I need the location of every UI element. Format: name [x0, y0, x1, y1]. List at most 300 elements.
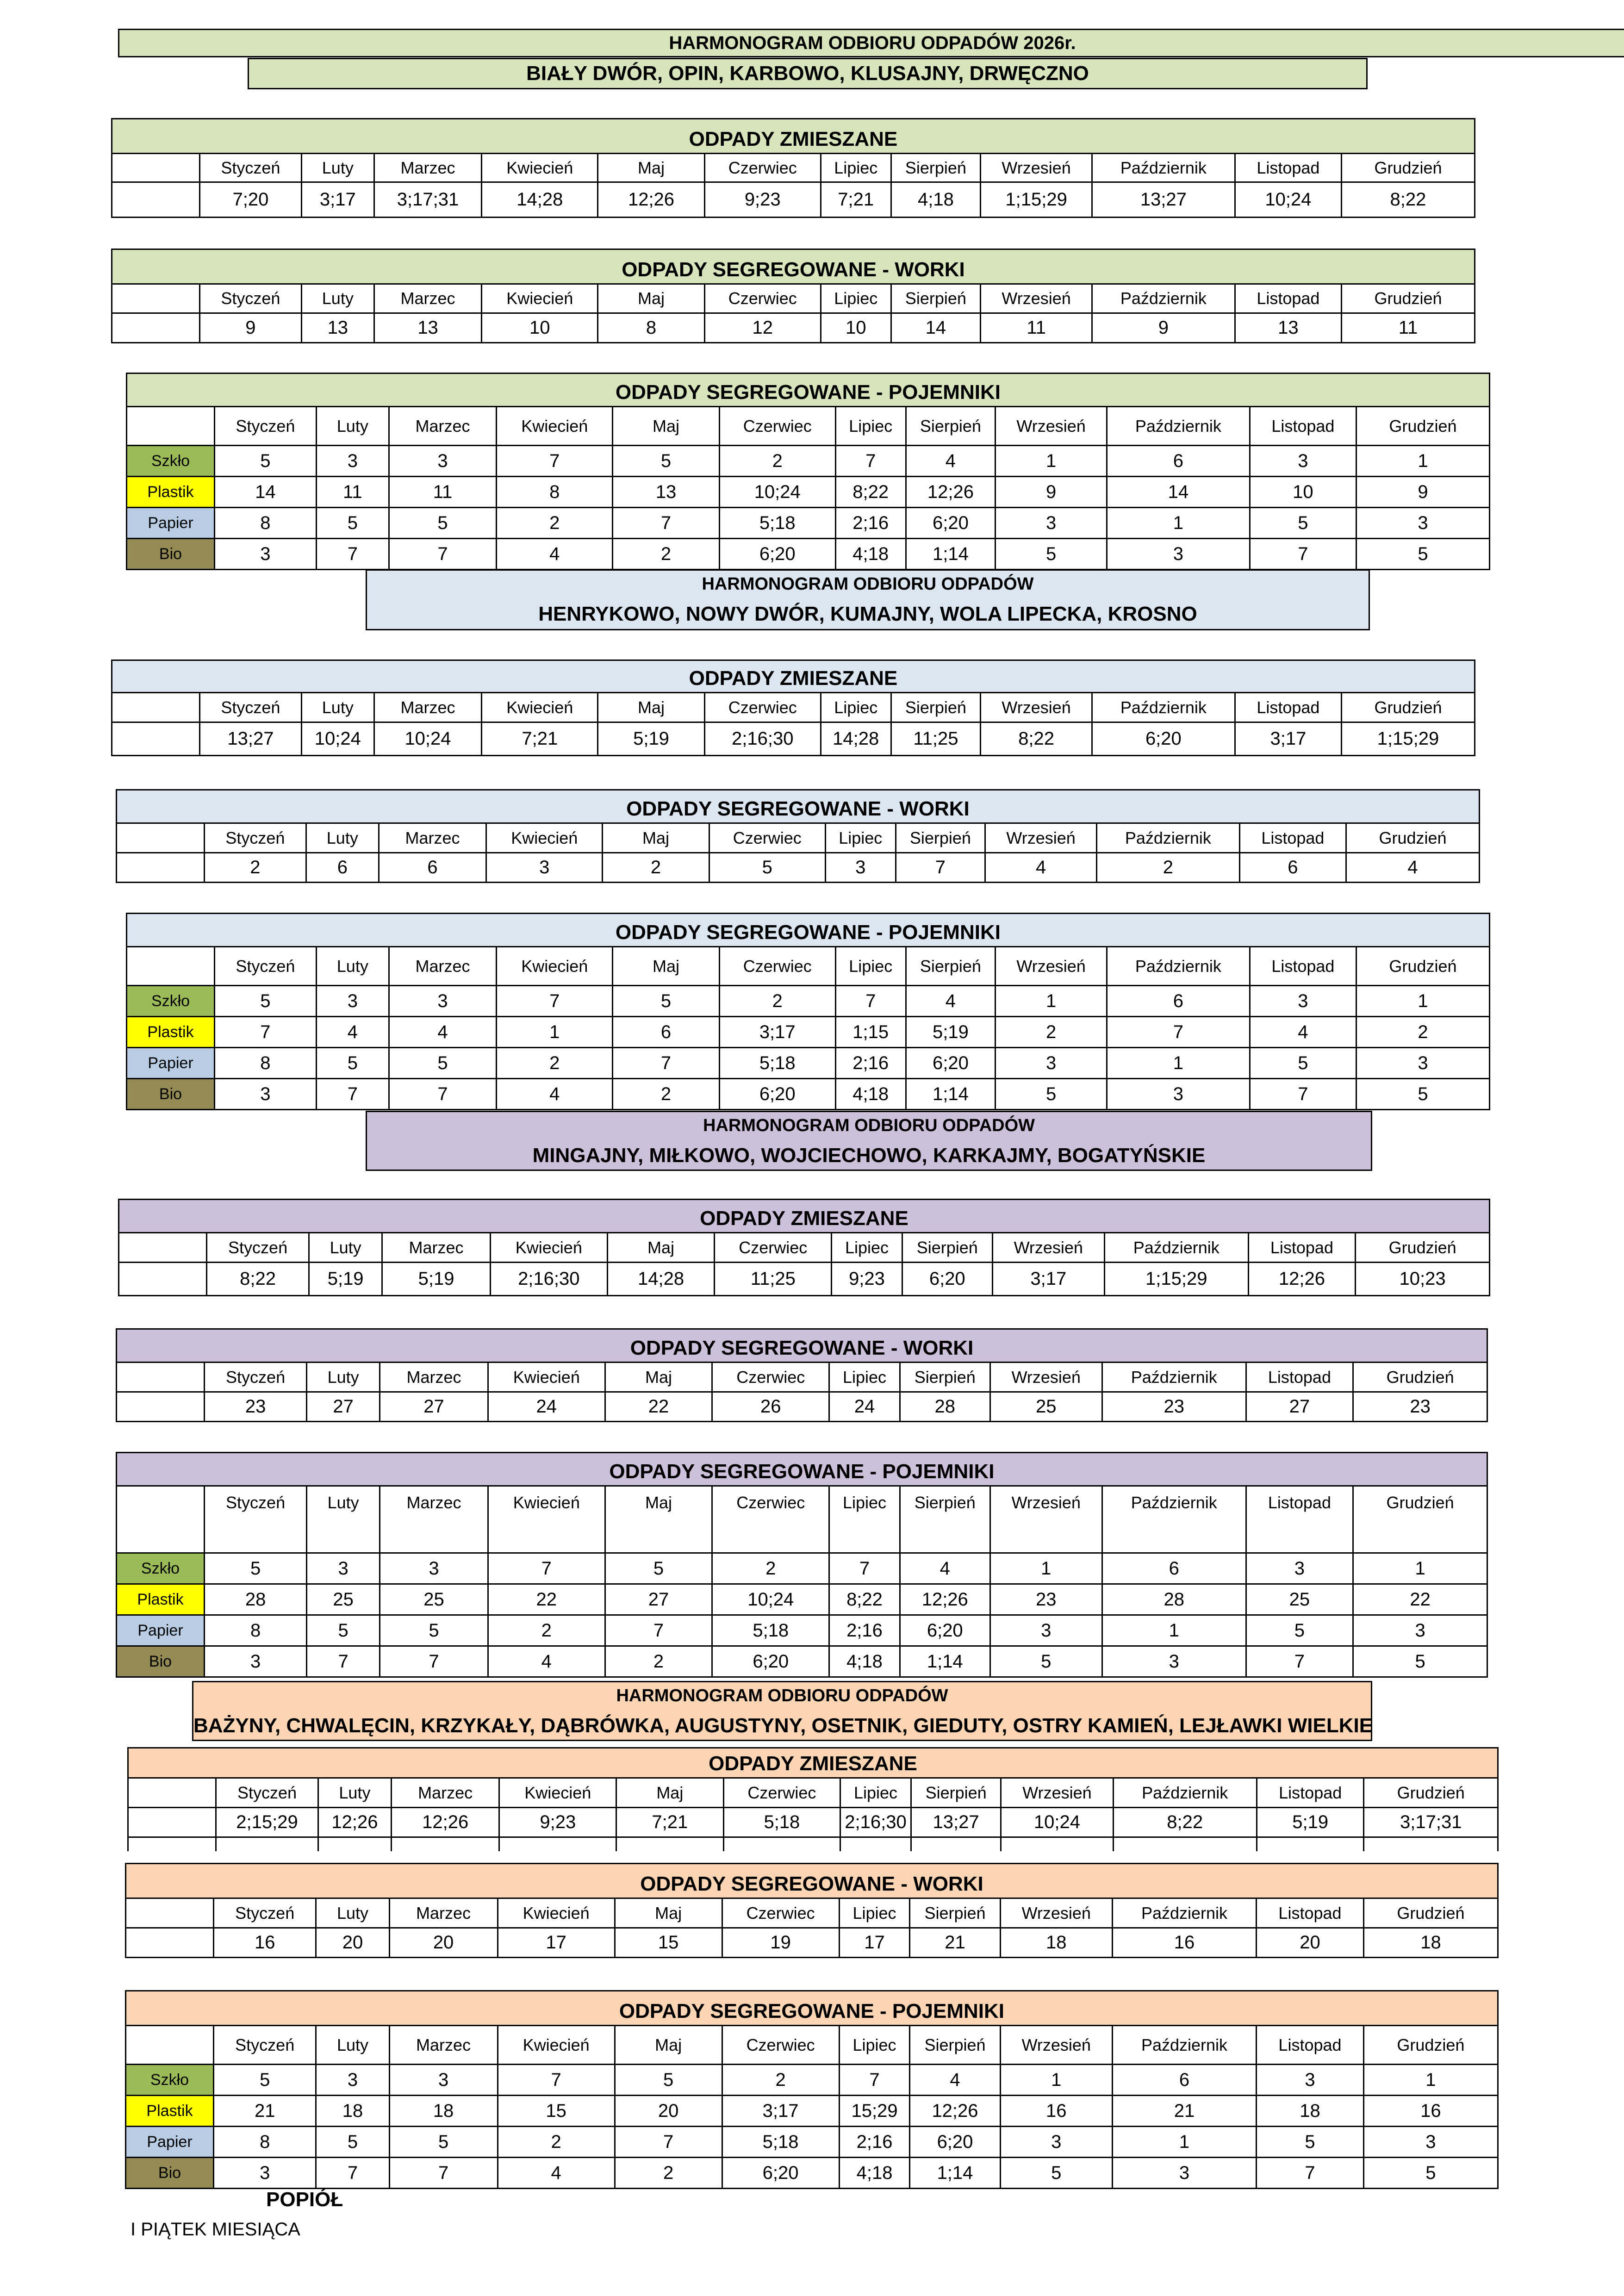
table-title: ODPADY SEGREGOWANE - POJEMNIKI	[126, 1991, 1498, 2026]
row-label-szklo: Szkło	[127, 986, 215, 1017]
area-title: BIAŁY DWÓR, OPIN, KARBOWO, KLUSAJNY, DRWĘCZNO	[248, 58, 1368, 89]
pickup-date: 2	[498, 2127, 615, 2158]
month-header: Październik	[1113, 1898, 1257, 1928]
row-label-empty	[117, 1363, 205, 1392]
pickup-date: 7	[389, 1079, 496, 1110]
pickup-date: 2;16;30	[704, 722, 821, 756]
month-header: Maj	[598, 693, 704, 722]
month-header: Kwiecień	[482, 693, 598, 722]
month-header: Czerwiec	[719, 947, 835, 986]
pickup-date: 5	[1257, 2127, 1364, 2158]
pickup-date: 6	[1113, 2065, 1257, 2096]
pickup-date: 1	[990, 1553, 1102, 1584]
pickup-date: 4	[497, 1079, 613, 1110]
pickup-date: 12;26	[910, 2096, 1000, 2127]
pickup-date: 1;15;29	[1104, 1263, 1248, 1296]
pickup-date: 6	[379, 853, 486, 883]
row-label-empty	[112, 722, 200, 756]
row-label-papier: Papier	[127, 1048, 215, 1079]
pickup-date: 13	[613, 477, 719, 508]
pickup-date: 8;22	[835, 477, 906, 508]
pickup-date: 4	[906, 446, 996, 477]
month-header: Kwiecień	[497, 947, 613, 986]
pickup-date: 5	[1250, 1048, 1356, 1079]
pickup-date: 13;27	[200, 722, 302, 756]
row-label-empty	[112, 313, 200, 343]
month-header: Październik	[1102, 1363, 1246, 1392]
pickup-date: 12;26	[598, 182, 704, 218]
pickup-date: 16	[214, 1928, 316, 1958]
month-header: Listopad	[1257, 1778, 1364, 1808]
pickup-date: 5;18	[722, 2127, 839, 2158]
month-header: Grudzień	[1342, 284, 1475, 313]
month-header: Październik	[1107, 407, 1250, 446]
pickup-date: 17	[839, 1928, 910, 1958]
pickup-date: 8;22	[1113, 1808, 1257, 1837]
month-header: Kwiecień	[482, 284, 598, 313]
pickup-date: 22	[488, 1584, 605, 1615]
table-title: ODPADY ZMIESZANE	[112, 660, 1475, 693]
pickup-date: 3;17	[992, 1263, 1104, 1296]
pickup-date: 8;22	[829, 1584, 900, 1615]
pickup-date: 8	[497, 477, 613, 508]
table-title: ODPADY SEGREGOWANE - POJEMNIKI	[127, 914, 1490, 947]
row-label-empty	[128, 1778, 216, 1808]
pickup-date: 19	[722, 1928, 839, 1958]
pickup-date: 3	[1356, 1048, 1490, 1079]
pickup-date: 3	[1102, 1646, 1246, 1677]
pickup-date: 7	[215, 1017, 317, 1048]
pickup-date: 2	[205, 853, 306, 883]
pickup-date: 7	[829, 1553, 900, 1584]
pickup-date: 10;24	[301, 722, 374, 756]
month-header: Maj	[613, 947, 719, 986]
pickup-date: 3	[316, 446, 389, 477]
row-label-empty	[127, 947, 215, 986]
month-header: Styczeń	[205, 1486, 307, 1553]
area-title: BAŻYNY, CHWALĘCIN, KRZYKAŁY, DĄBRÓWKA, AUGUSTYNY, OSETNIK, GIEDUTY, OSTRY KAMIEŃ, LEJŁAWKI WIELKIE	[193, 1714, 1373, 1737]
pickup-date: 4	[910, 2065, 1000, 2096]
month-header: Listopad	[1250, 947, 1356, 986]
pickup-date: 7	[316, 539, 389, 570]
month-header: Listopad	[1235, 154, 1341, 182]
pickup-date: 2	[603, 853, 709, 883]
pickup-date: 5;19	[598, 722, 704, 756]
month-header: Sierpień	[911, 1778, 1001, 1808]
schedule-label: HARMONOGRAM ODBIORU ODPADÓW	[616, 1686, 948, 1705]
month-header: Marzec	[389, 2026, 498, 2065]
month-header: Listopad	[1235, 693, 1341, 722]
pickup-date: 5	[996, 1079, 1107, 1110]
month-header: Lipiec	[839, 2026, 910, 2065]
pickup-date: 1	[1000, 2065, 1112, 2096]
pickup-date: 2;16	[829, 1615, 900, 1646]
pickup-date: 4;18	[891, 182, 981, 218]
pickup-date: 6;20	[722, 2158, 839, 2189]
month-header: Lipiec	[829, 1363, 900, 1392]
month-header: Czerwiec	[723, 1778, 840, 1808]
pickup-date: 25	[380, 1584, 488, 1615]
pickup-date: 6;20	[906, 1048, 996, 1079]
month-header: Styczeń	[216, 1778, 318, 1808]
empty-cell	[499, 1837, 616, 1851]
pickup-date: 7	[1250, 539, 1356, 570]
row-label-empty	[119, 1263, 207, 1296]
month-header: Wrzesień	[981, 154, 1092, 182]
pickup-date: 1;15;29	[981, 182, 1092, 218]
pickup-date: 23	[990, 1584, 1102, 1615]
pickup-date: 8;22	[981, 722, 1092, 756]
pickup-date: 1	[497, 1017, 613, 1048]
month-header: Maj	[615, 2026, 722, 2065]
table-title: ODPADY SEGREGOWANE - POJEMNIKI	[127, 373, 1490, 407]
pickup-date: 5	[1356, 1079, 1490, 1110]
month-header: Maj	[598, 154, 704, 182]
pickup-date: 5	[605, 1553, 712, 1584]
month-header: Wrzesień	[1000, 2026, 1112, 2065]
pickup-date: 1	[1356, 446, 1490, 477]
month-header: Sierpień	[900, 1486, 990, 1553]
month-header: Lipiec	[840, 1778, 911, 1808]
pickup-date: 2	[1096, 853, 1239, 883]
row-label-bio: Bio	[126, 2158, 214, 2189]
pickup-date: 1	[1107, 1048, 1250, 1079]
pickup-date: 13;27	[911, 1808, 1001, 1837]
month-header: Styczeń	[214, 2026, 316, 2065]
pickup-date: 7	[896, 853, 985, 883]
month-header: Sierpień	[906, 947, 996, 986]
month-header: Maj	[615, 1898, 722, 1928]
month-header: Luty	[301, 154, 374, 182]
month-header: Grudzień	[1346, 823, 1480, 853]
pickup-date: 8	[598, 313, 704, 343]
empty-cell	[840, 1837, 911, 1851]
table-title: ODPADY ZMIESZANE	[112, 119, 1475, 154]
table-title: ODPADY SEGREGOWANE - WORKI	[126, 1864, 1498, 1898]
pickup-date: 3	[215, 1079, 317, 1110]
month-header: Listopad	[1239, 823, 1346, 853]
month-header: Październik	[1113, 1778, 1257, 1808]
pickup-date: 5	[1363, 2158, 1498, 2189]
table-bags	[125, 1863, 1499, 1958]
month-header: Grudzień	[1353, 1363, 1487, 1392]
month-header: Czerwiec	[715, 1233, 832, 1263]
pickup-date: 3	[1246, 1553, 1353, 1584]
row-label-papier: Papier	[127, 508, 215, 539]
pickup-date: 2	[488, 1615, 605, 1646]
pickup-date: 6;20	[719, 1079, 835, 1110]
pickup-date: 5	[1000, 2158, 1112, 2189]
pickup-date: 2	[605, 1646, 712, 1677]
pickup-date: 1;14	[910, 2158, 1000, 2189]
pickup-date: 5	[316, 2127, 389, 2158]
pickup-date: 3	[996, 1048, 1107, 1079]
pickup-date: 5	[615, 2065, 722, 2096]
row-label-plastik: Plastik	[127, 477, 215, 508]
pickup-date: 3	[389, 446, 496, 477]
pickup-date: 3	[1250, 986, 1356, 1017]
month-header: Sierpień	[902, 1233, 992, 1263]
row-label-empty	[112, 693, 200, 722]
pickup-date: 10	[821, 313, 891, 343]
pickup-date: 10;24	[1001, 1808, 1113, 1837]
table-title: ODPADY SEGREGOWANE - WORKI	[117, 1329, 1487, 1363]
pickup-date: 1	[1102, 1615, 1246, 1646]
pickup-date: 4	[498, 2158, 615, 2189]
month-header: Grudzień	[1356, 407, 1490, 446]
month-header: Wrzesień	[1000, 1898, 1112, 1928]
pickup-date: 7;21	[482, 722, 598, 756]
pickup-date: 5;19	[1257, 1808, 1364, 1837]
pickup-date: 7;21	[616, 1808, 724, 1837]
pickup-date: 3	[316, 986, 389, 1017]
table-title: ODPADY ZMIESZANE	[128, 1748, 1498, 1778]
pickup-date: 9;23	[832, 1263, 902, 1296]
area-header	[366, 1111, 1372, 1171]
month-header: Styczeń	[205, 1363, 307, 1392]
pickup-date: 7	[1250, 1079, 1356, 1110]
month-header: Kwiecień	[486, 823, 603, 853]
pickup-date: 10	[482, 313, 598, 343]
pickup-date: 2	[996, 1017, 1107, 1048]
empty-cell	[1257, 1837, 1364, 1851]
pickup-date: 3	[1363, 2127, 1498, 2158]
pickup-date: 1	[996, 446, 1107, 477]
pickup-date: 2;16	[835, 1048, 906, 1079]
pickup-date: 7	[316, 2158, 389, 2189]
pickup-date: 25	[990, 1392, 1102, 1422]
pickup-date: 4;18	[839, 2158, 910, 2189]
table-bags	[111, 249, 1475, 343]
pickup-date: 20	[1257, 1928, 1364, 1958]
pickup-date: 2	[722, 2065, 839, 2096]
pickup-date: 3	[214, 2158, 316, 2189]
month-header: Grudzień	[1363, 1898, 1498, 1928]
pickup-date: 2	[497, 508, 613, 539]
month-header: Marzec	[380, 1363, 488, 1392]
pickup-date: 2;15;29	[216, 1808, 318, 1837]
pickup-date: 6	[1107, 986, 1250, 1017]
pickup-date: 8	[214, 2127, 316, 2158]
ash-schedule: I PIĄTEK MIESIĄCA	[131, 2219, 300, 2240]
pickup-date: 4	[906, 986, 996, 1017]
pickup-date: 4	[1346, 853, 1480, 883]
pickup-date: 20	[389, 1928, 498, 1958]
month-header: Wrzesień	[996, 947, 1107, 986]
pickup-date: 23	[1353, 1392, 1487, 1422]
pickup-date: 6;20	[712, 1646, 829, 1677]
area-header	[366, 569, 1370, 630]
pickup-date: 1;14	[900, 1646, 990, 1677]
row-label-szklo: Szkło	[127, 446, 215, 477]
pickup-date: 5	[1353, 1646, 1487, 1677]
pickup-date: 6	[1239, 853, 1346, 883]
month-header: Luty	[301, 284, 374, 313]
pickup-date: 5	[380, 1615, 488, 1646]
table-title: ODPADY SEGREGOWANE - WORKI	[112, 249, 1475, 284]
row-label-bio: Bio	[127, 1079, 215, 1110]
month-header: Luty	[307, 1363, 380, 1392]
month-header: Lipiec	[835, 407, 906, 446]
month-header: Marzec	[380, 1486, 488, 1553]
pickup-date: 10;24	[712, 1584, 829, 1615]
pickup-date: 3	[1113, 2158, 1257, 2189]
pickup-date: 5	[709, 853, 825, 883]
pickup-date: 7	[1246, 1646, 1353, 1677]
pickup-date: 13	[301, 313, 374, 343]
pickup-date: 2	[1356, 1017, 1490, 1048]
month-header: Styczeń	[207, 1233, 309, 1263]
pickup-date: 14;28	[482, 182, 598, 218]
month-header: Luty	[307, 1486, 380, 1553]
month-header: Kwiecień	[482, 154, 598, 182]
pickup-date: 3	[1353, 1615, 1487, 1646]
pickup-date: 27	[380, 1392, 488, 1422]
pickup-date: 5	[215, 446, 317, 477]
pickup-date: 5;19	[309, 1263, 382, 1296]
pickup-date: 3	[205, 1646, 307, 1677]
month-header: Marzec	[391, 1778, 499, 1808]
empty-cell	[216, 1837, 318, 1851]
pickup-date: 1	[1356, 986, 1490, 1017]
pickup-date: 6	[306, 853, 379, 883]
pickup-date: 4	[316, 1017, 389, 1048]
pickup-date: 7	[497, 986, 613, 1017]
row-label-plastik: Plastik	[126, 2096, 214, 2127]
month-header: Wrzesień	[985, 823, 1097, 853]
pickup-date: 11	[316, 477, 389, 508]
pickup-date: 3	[215, 539, 317, 570]
pickup-date: 21	[214, 2096, 316, 2127]
pickup-date: 1;15;29	[1342, 722, 1475, 756]
empty-cell	[911, 1837, 1001, 1851]
pickup-date: 3	[1257, 2065, 1364, 2096]
pickup-date: 3	[1356, 508, 1490, 539]
month-header: Sierpień	[891, 693, 981, 722]
pickup-date: 3	[380, 1553, 488, 1584]
pickup-date: 9	[996, 477, 1107, 508]
pickup-date: 1;15	[835, 1017, 906, 1048]
month-header: Luty	[316, 947, 389, 986]
row-label-empty	[119, 1233, 207, 1263]
pickup-date: 5	[1246, 1615, 1353, 1646]
pickup-date: 7	[1257, 2158, 1364, 2189]
pickup-date: 2	[719, 446, 835, 477]
pickup-date: 3	[307, 1553, 380, 1584]
pickup-date: 8	[205, 1615, 307, 1646]
pickup-date: 11	[981, 313, 1092, 343]
month-header: Kwiecień	[499, 1778, 616, 1808]
row-label-empty	[126, 1898, 214, 1928]
pickup-date: 5	[316, 1048, 389, 1079]
pickup-date: 9;23	[499, 1808, 616, 1837]
pickup-date: 14	[215, 477, 317, 508]
month-header: Styczeń	[215, 407, 317, 446]
month-header: Wrzesień	[990, 1486, 1102, 1553]
pickup-date: 7	[835, 986, 906, 1017]
month-header: Lipiec	[825, 823, 896, 853]
pickup-date: 3	[316, 2065, 389, 2096]
pickup-date: 1;14	[906, 1079, 996, 1110]
pickup-date: 20	[316, 1928, 389, 1958]
pickup-date: 5;18	[712, 1615, 829, 1646]
row-label-empty	[112, 284, 200, 313]
pickup-date: 18	[316, 2096, 389, 2127]
month-header: Lipiec	[832, 1233, 902, 1263]
month-header: Listopad	[1250, 407, 1356, 446]
pickup-date: 1	[1113, 2127, 1257, 2158]
document-title: HARMONOGRAM ODBIORU ODPADÓW 2026r.	[118, 29, 1624, 57]
month-header: Kwiecień	[488, 1363, 605, 1392]
row-label-szklo: Szkło	[117, 1553, 205, 1584]
month-header: Lipiec	[821, 154, 891, 182]
pickup-date: 26	[712, 1392, 829, 1422]
pickup-date: 7	[488, 1553, 605, 1584]
month-header: Listopad	[1257, 1898, 1364, 1928]
empty-cell	[1113, 1837, 1257, 1851]
month-header: Kwiecień	[498, 1898, 615, 1928]
month-header: Wrzesień	[981, 693, 1092, 722]
pickup-date: 3	[996, 508, 1107, 539]
pickup-date: 6;20	[1092, 722, 1235, 756]
table-bins	[125, 1990, 1499, 2189]
schedule-label: HARMONOGRAM ODBIORU ODPADÓW	[702, 574, 1034, 594]
pickup-date: 16	[1363, 2096, 1498, 2127]
pickup-date: 8	[215, 1048, 317, 1079]
pickup-date: 5	[389, 2127, 498, 2158]
pickup-date: 6;20	[910, 2127, 1000, 2158]
month-header: Sierpień	[910, 2026, 1000, 2065]
month-header: Luty	[316, 407, 389, 446]
pickup-date: 13	[1235, 313, 1341, 343]
pickup-date: 9	[1356, 477, 1490, 508]
pickup-date: 3	[825, 853, 896, 883]
pickup-date: 5	[389, 508, 496, 539]
pickup-date: 5	[389, 1048, 496, 1079]
pickup-date: 7	[613, 1048, 719, 1079]
pickup-date: 21	[910, 1928, 1000, 1958]
pickup-date: 7	[497, 446, 613, 477]
pickup-date: 20	[615, 2096, 722, 2127]
pickup-date: 27	[605, 1584, 712, 1615]
pickup-date: 3	[389, 2065, 498, 2096]
pickup-date: 5	[996, 539, 1107, 570]
pickup-date: 15	[498, 2096, 615, 2127]
pickup-date: 6;20	[902, 1263, 992, 1296]
pickup-date: 3	[990, 1615, 1102, 1646]
row-label-empty	[117, 853, 205, 883]
month-header: Grudzień	[1363, 2026, 1498, 2065]
pickup-date: 16	[1113, 1928, 1257, 1958]
month-header: Listopad	[1257, 2026, 1364, 2065]
pickup-date: 9	[1092, 313, 1235, 343]
month-header: Sierpień	[910, 1898, 1000, 1928]
month-header: Marzec	[374, 693, 481, 722]
pickup-date: 7	[835, 446, 906, 477]
pickup-date: 6;20	[906, 508, 996, 539]
pickup-date: 18	[389, 2096, 498, 2127]
pickup-date: 3	[1107, 1079, 1250, 1110]
pickup-date: 28	[900, 1392, 990, 1422]
area-title: HENRYKOWO, NOWY DWÓR, KUMAJNY, WOLA LIPECKA, KROSNO	[538, 603, 1197, 625]
pickup-date: 7	[498, 2065, 615, 2096]
pickup-date: 7	[615, 2127, 722, 2158]
row-label-empty	[117, 1392, 205, 1422]
pickup-date: 4;18	[829, 1646, 900, 1677]
pickup-date: 24	[488, 1392, 605, 1422]
month-header: Sierpień	[900, 1363, 990, 1392]
pickup-date: 5	[990, 1646, 1102, 1677]
